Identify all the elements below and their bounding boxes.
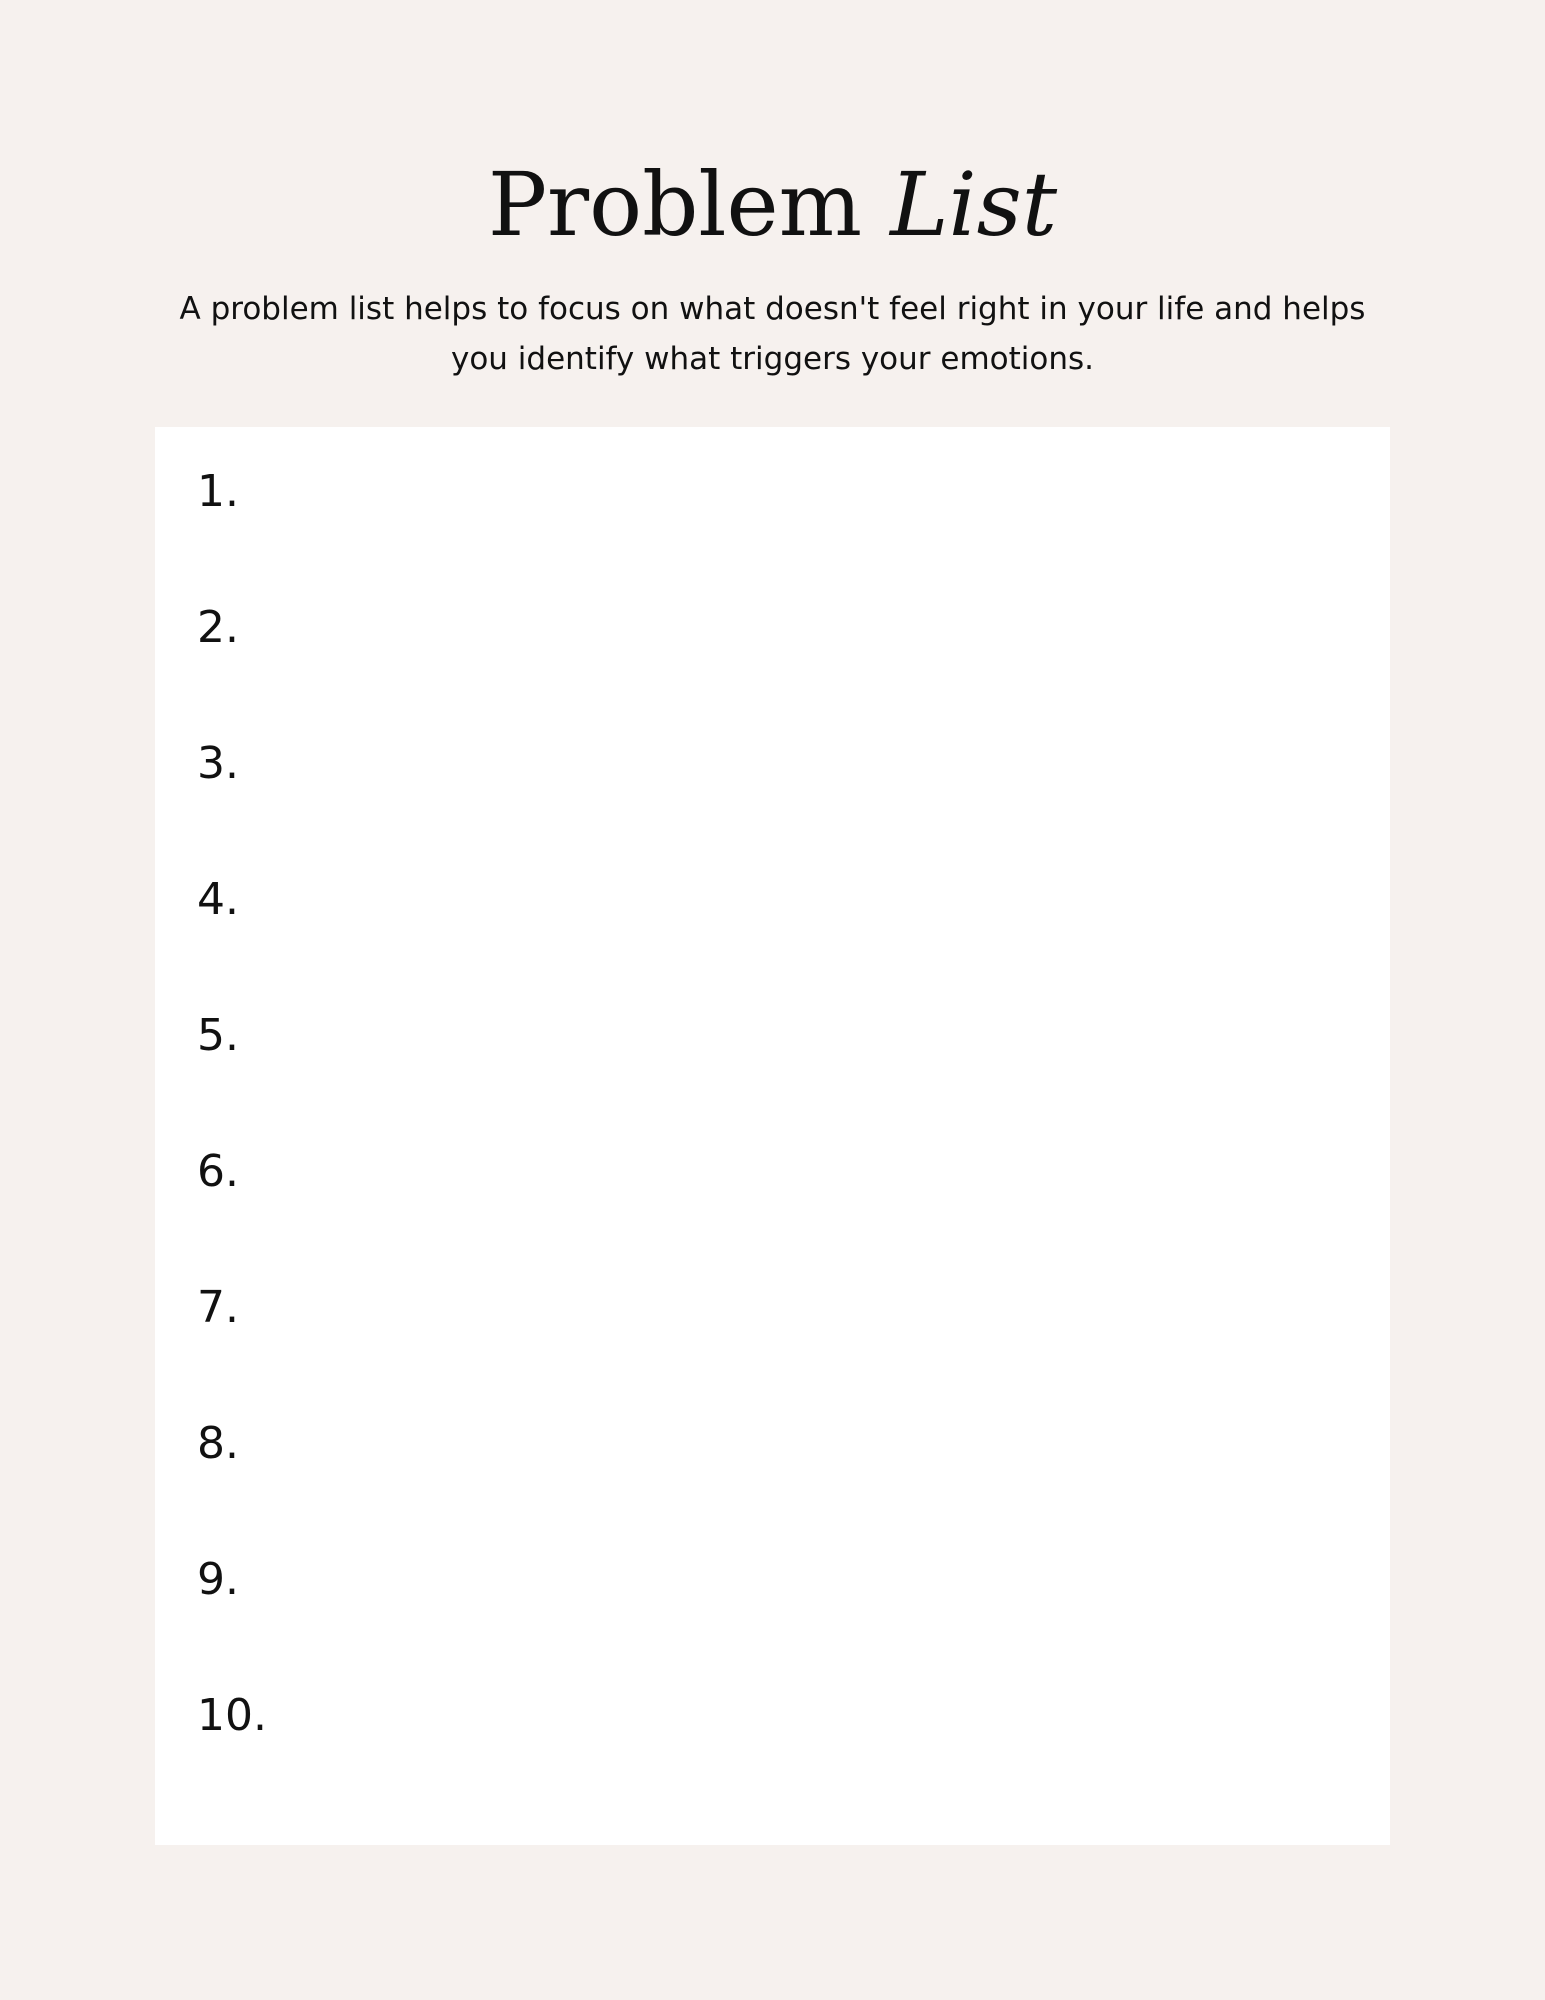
list-number-3: 3.: [197, 738, 239, 789]
title-regular: Problem: [487, 153, 863, 256]
list-entry-8[interactable]: [275, 1414, 1355, 1474]
list-number-9: 9.: [197, 1554, 239, 1605]
list-entry-5[interactable]: [275, 1006, 1355, 1066]
page-description: A problem list helps to focus on what doesn't feel right in your life and helps you identify what triggers your emotions.: [179, 291, 1366, 377]
list-entry-6[interactable]: [275, 1142, 1355, 1202]
list-number-10: 10.: [197, 1690, 267, 1741]
list-number-2: 2.: [197, 602, 239, 653]
page-title: [0, 150, 1545, 260]
list-number-5: 5.: [197, 1010, 239, 1061]
title-italic: List: [890, 153, 1058, 256]
list-number-1: 1.: [197, 466, 239, 517]
list-entry-4[interactable]: [275, 870, 1355, 930]
list-number-7: 7.: [197, 1282, 239, 1333]
list-entry-1[interactable]: [275, 462, 1355, 522]
list-entry-3[interactable]: [275, 734, 1355, 794]
problem-list-card: [155, 427, 1390, 1845]
list-number-6: 6.: [197, 1146, 239, 1197]
list-entry-7[interactable]: [275, 1278, 1355, 1338]
list-entry-9[interactable]: [275, 1550, 1355, 1610]
list-entry-2[interactable]: [275, 598, 1355, 658]
list-entry-10[interactable]: [275, 1686, 1355, 1746]
list-number-8: 8.: [197, 1418, 239, 1469]
list-number-4: 4.: [197, 874, 239, 925]
